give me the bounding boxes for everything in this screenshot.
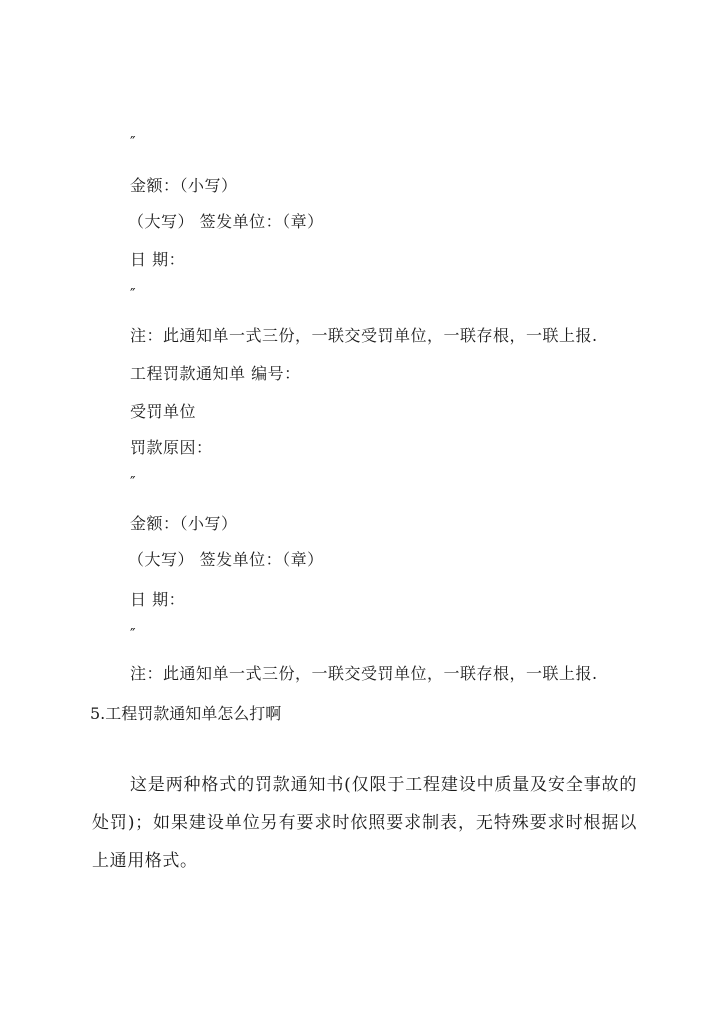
note-line: 注：此通知单一式三份，一联交受罚单位，一联存根，一联上报. (130, 664, 598, 683)
amount-uppercase-issuer-line: （大写） 签发单位：（章） (128, 212, 324, 231)
body-paragraph: 这是两种格式的罚款通知书(仅限于工程建设中质量及安全事故的处罚)；如果建设单位另有要求时依照要求制表，无特殊要求时根据以上通用格式。 (92, 775, 637, 871)
ditto-mark: ″ (130, 133, 137, 151)
penalized-unit-line: 受罚单位 (130, 402, 197, 421)
ditto-mark: ″ (130, 625, 137, 643)
date-line: 日 期： (130, 250, 186, 269)
penalty-reason-line: 罚款原因： (130, 438, 213, 457)
amount-lowercase-line: 金额：（小写） (130, 176, 238, 195)
ditto-mark: ″ (130, 473, 137, 491)
date-line: 日 期： (130, 590, 186, 609)
amount-lowercase-line: 金额：（小写） (130, 514, 238, 533)
note-line: 注：此通知单一式三份，一联交受罚单位，一联存根，一联上报. (130, 326, 598, 345)
ditto-mark: ″ (130, 285, 137, 303)
amount-uppercase-issuer-line: （大写） 签发单位：（章） (128, 550, 324, 569)
notice-title-line: 工程罚款通知单 编号： (130, 364, 301, 383)
section-heading: 5.工程罚款通知单怎么打啊 (90, 704, 282, 723)
